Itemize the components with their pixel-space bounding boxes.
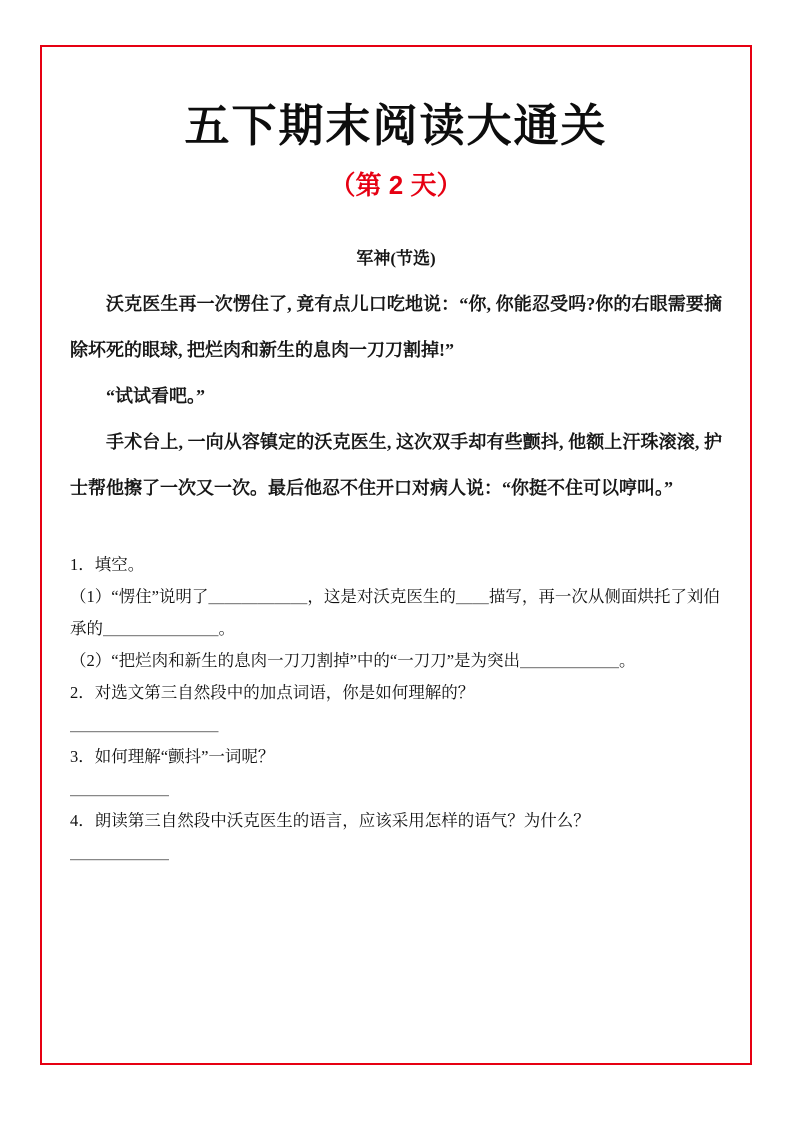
question-line: 4．朗读第三自然段中沃克医生的语言，应该采用怎样的语气？为什么？ [70,810,590,830]
page-title: 五下期末阅读大通关 [184,100,608,151]
passage-title: 军神(节选) [356,248,436,268]
passage-paragraph: “试试看吧。” [106,385,205,406]
passage-paragraph: 沃克医生再一次愣住了, 竟有点儿口吃地说：“你, 你能忍受吗?你的右眼需要摘除坏死的眼球, 把烂肉和新生的息肉一刀刀割掉!” [70,293,722,360]
passage-paragraph: 手术台上, 一向从容镇定的沃克医生, 这次双手却有些颤抖, 他额上汗珠滚滚, 护士帮他擦了一次又一次。最后他忍不住开口对病人说：“你挺不住可以哼叫。” [70,431,722,498]
question-line: 2．对选文第三自然段中的加点词语，你是如何理解的？ [70,682,475,702]
question-line: ＿＿＿＿＿＿ [70,842,169,862]
question-line: ＿＿＿＿＿＿ [70,778,169,798]
question-line: （1）“愣住”说明了＿＿＿＿＿＿，这是对沃克医生的＿＿描写，再一次从侧面烘托了刘伯承的＿＿＿＿＿＿＿。 [70,586,720,638]
question-section [70,549,722,869]
page-subtitle: （第 2 天） [329,169,463,200]
question-line: 1．填空。 [70,554,145,574]
question-line: ＿＿＿＿＿＿＿＿＿ [70,714,219,734]
passage [70,281,722,511]
question-line: （2）“把烂肉和新生的息肉一刀刀割掉”中的“一刀刀”是为突出＿＿＿＿＿＿。 [70,650,636,670]
question-line: 3．如何理解“颤抖”一词呢？ [70,746,275,766]
page-border-frame [40,45,752,1065]
